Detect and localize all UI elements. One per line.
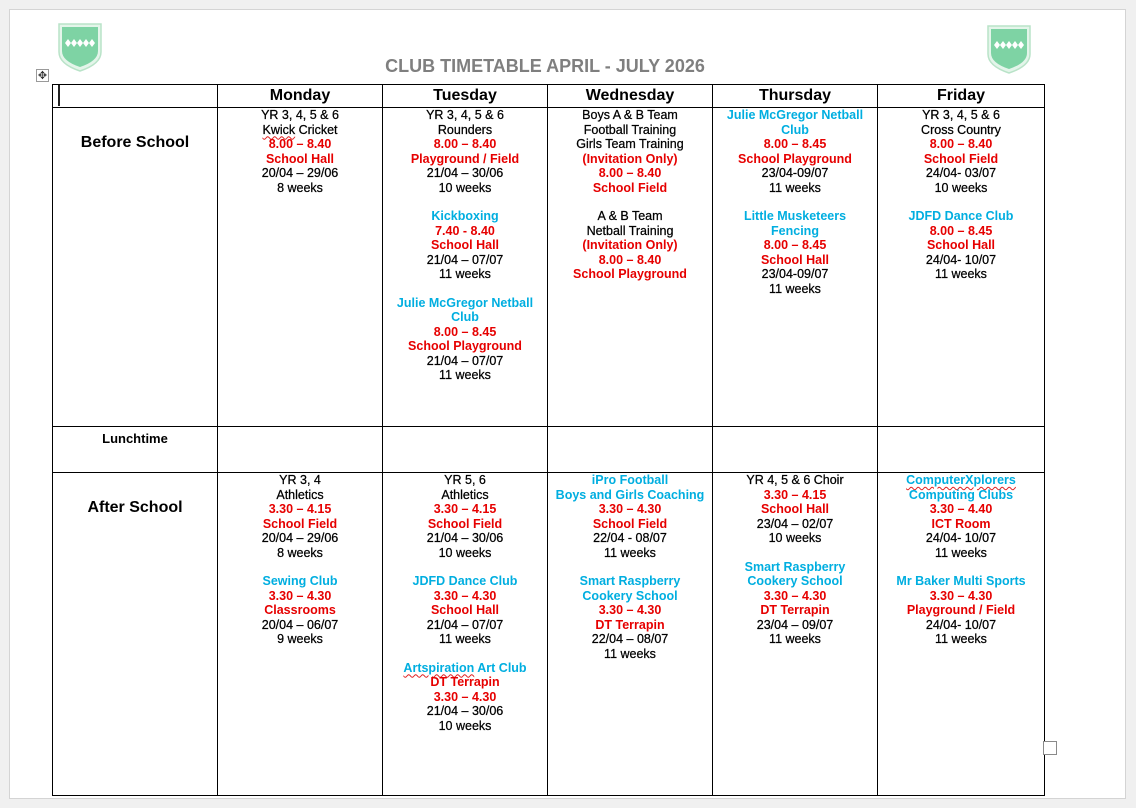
club-entry <box>878 574 1044 647</box>
club-entry-line: 8.00 – 8.45 <box>929 223 993 238</box>
club-entry-line: 20/04 – 29/06 <box>261 166 339 180</box>
club-entry-line: Classrooms <box>264 603 336 617</box>
club-entry-line: Club <box>451 310 479 324</box>
club-entry-line: 11 weeks <box>769 281 821 296</box>
timetable-cell <box>383 473 548 796</box>
club-entry-line: 10 weeks <box>934 180 988 195</box>
timetable-cell <box>878 108 1045 427</box>
club-entry-line: 11 weeks <box>769 632 821 646</box>
club-entry-line: 11 weeks <box>439 632 491 646</box>
row-label: After School <box>53 473 218 796</box>
club-timetable-table <box>52 84 1045 796</box>
club-entry-line: 11 weeks <box>935 267 987 281</box>
table-resize-handle[interactable] <box>1043 741 1057 755</box>
club-entry-line: Football Training <box>583 122 677 137</box>
day-header: Tuesday <box>383 85 548 108</box>
club-entry-line: 21/04 – 30/06 <box>426 531 504 545</box>
club-entry-line: 21/04 – 30/06 <box>426 166 504 180</box>
club-entry-line: 3.30 – 4.30 <box>433 689 497 704</box>
club-entry-line: 11 weeks <box>769 180 821 195</box>
club-entry-line: 24/04- 10/07 <box>925 252 997 267</box>
club-entry <box>878 108 1044 195</box>
timetable-cell <box>218 427 383 473</box>
club-entry-line: JDFD Dance Club <box>412 574 518 588</box>
club-entry-line: 8.00 – 8.45 <box>763 238 827 252</box>
after-school-row <box>53 473 1045 796</box>
club-entry <box>383 661 547 734</box>
club-entry-line: School Playground <box>738 151 852 166</box>
timetable-cell <box>713 108 878 427</box>
club-entry-line: School Field <box>592 516 668 531</box>
club-entry-line: Smart Raspberry <box>579 574 681 588</box>
club-entry-line: DT Terrapin <box>760 603 830 617</box>
club-entry-line: Computing Clubs <box>908 487 1014 502</box>
club-entry-line: 22/04 - 08/07 <box>593 531 667 545</box>
club-entry-line: 8.00 – 8.40 <box>598 252 662 267</box>
club-entry-line: 8.00 – 8.45 <box>433 324 497 339</box>
club-entry-line: 22/04 – 08/07 <box>591 632 669 646</box>
day-header: Monday <box>218 85 383 108</box>
club-entry-line: School Hall <box>430 238 500 252</box>
club-entry-line: ICT Room <box>931 516 991 531</box>
club-entry-line: 8.00 – 8.40 <box>268 137 332 151</box>
club-entry-line: 8 weeks <box>277 180 323 195</box>
club-entry-line: 20/04 – 06/07 <box>261 617 339 632</box>
day-header: Wednesday <box>548 85 713 108</box>
page-title: CLUB TIMETABLE APRIL - JULY 2026 <box>385 56 705 76</box>
club-entry-line: Artspiration Art Club <box>403 660 527 675</box>
club-entry-line: Playground / Field <box>906 603 1016 617</box>
club-entry-line: Boys and Girls Coaching <box>555 487 705 502</box>
club-entry-line: 10 weeks <box>438 180 492 195</box>
club-entry-line: School Playground <box>408 339 522 353</box>
club-entry-line: 21/04 – 30/06 <box>426 704 504 718</box>
club-entry-line: Playground / Field <box>410 151 520 166</box>
club-entry-line: 24/04- 03/07 <box>925 166 997 180</box>
club-entry-line: Boys A & B Team <box>582 108 678 122</box>
club-entry-line: YR 3, 4 <box>279 473 321 487</box>
day-header: Friday <box>878 85 1045 108</box>
club-entry <box>548 574 712 661</box>
club-entry <box>548 209 712 282</box>
club-entry-line: 11 weeks <box>439 368 491 382</box>
club-entry-line: Cross Country <box>921 122 1001 137</box>
club-entry-line: 8 weeks <box>277 545 323 560</box>
club-entry-line: 23/04-09/07 <box>761 267 829 281</box>
club-entry-line: Kickboxing <box>431 209 499 223</box>
club-entry-line: 8.00 – 8.45 <box>763 137 827 151</box>
club-entry-line: iPro Football <box>591 473 669 487</box>
club-entry-line: School Field <box>427 516 503 531</box>
club-entry-line: 11 weeks <box>439 267 491 281</box>
club-entry-line: 23/04 – 09/07 <box>756 617 834 632</box>
club-entry <box>548 473 712 560</box>
club-entry <box>548 108 712 195</box>
lunchtime-row <box>53 427 1045 473</box>
club-entry-line: Julie McGregor Netball <box>726 108 864 122</box>
club-entry-line: 8.00 – 8.40 <box>929 137 993 151</box>
club-entry-line: 23/04-09/07 <box>761 166 829 180</box>
club-entry-line: JDFD Dance Club <box>908 209 1014 223</box>
club-entry-line: 21/04 – 07/07 <box>426 353 504 368</box>
club-entry-line: Fencing <box>771 223 819 238</box>
timetable-cell <box>548 108 713 427</box>
club-entry-line: Cookery School <box>747 574 843 588</box>
club-entry-line: 8.00 – 8.40 <box>433 137 497 151</box>
club-entry-line: 10 weeks <box>438 545 492 560</box>
club-entry-line: 3.30 – 4.15 <box>268 502 332 516</box>
club-entry-line: Athletics <box>441 487 489 502</box>
club-entry <box>713 560 877 647</box>
club-entry-line: 11 weeks <box>604 646 656 661</box>
club-entry-line: 11 weeks <box>935 545 987 560</box>
row-label: Before School <box>53 108 218 427</box>
timetable-cell <box>713 427 878 473</box>
timetable-cell <box>218 108 383 427</box>
club-entry-line: 21/04 – 07/07 <box>426 617 504 632</box>
club-entry-line: 3.30 – 4.30 <box>763 588 827 603</box>
club-entry <box>218 574 382 647</box>
club-entry-line: Girls Team Training <box>576 137 684 151</box>
timetable-cell <box>383 427 548 473</box>
club-entry <box>383 296 547 383</box>
club-entry <box>218 108 382 195</box>
club-entry-line: 10 weeks <box>768 531 822 545</box>
club-entry-line: Smart Raspberry <box>744 559 846 574</box>
club-entry-line: Rounders <box>437 122 493 137</box>
club-entry-line: 10 weeks <box>438 718 492 733</box>
club-entry-line: 24/04- 10/07 <box>925 531 997 545</box>
timetable-cell <box>548 427 713 473</box>
club-entry-line: YR 3, 4, 5 & 6 <box>261 108 339 122</box>
club-entry-line: (Invitation Only) <box>582 151 678 166</box>
club-entry-line: 24/04- 10/07 <box>925 617 997 632</box>
club-entry-line: ComputerXplorers <box>906 473 1016 487</box>
club-entry-line: Netball Training <box>586 223 674 238</box>
club-entry-line: Kwick Cricket <box>262 122 338 137</box>
club-entry-line: Club <box>781 122 809 137</box>
club-entry-line: School Hall <box>430 603 500 617</box>
club-entry <box>383 209 547 282</box>
club-entry-line: School Field <box>262 516 338 531</box>
club-entry-line: 3.30 – 4.30 <box>598 502 662 516</box>
row-label: Lunchtime <box>53 427 218 473</box>
timetable-cell <box>713 473 878 796</box>
timetable-cell <box>218 473 383 796</box>
table-move-handle-icon[interactable]: ✥ <box>37 70 48 82</box>
club-entry <box>713 473 877 546</box>
club-entry-line: Athletics <box>276 487 324 502</box>
club-entry-line: 21/04 – 07/07 <box>426 252 504 267</box>
club-entry-line: 7.40 - 8.40 <box>435 223 495 238</box>
before-school-row <box>53 108 1045 427</box>
club-entry-line: A & B Team <box>597 209 663 223</box>
club-entry-line: 23/04 – 02/07 <box>756 516 834 531</box>
club-entry-line: School Hall <box>760 502 830 516</box>
club-entry-line: 3.30 – 4.40 <box>929 502 993 516</box>
club-entry-line: School Hall <box>760 252 830 267</box>
club-entry-line: YR 3, 4, 5 & 6 <box>922 108 1000 122</box>
club-entry-line: 3.30 – 4.30 <box>598 603 662 617</box>
club-entry-line: 3.30 – 4.30 <box>268 588 332 603</box>
header-row <box>53 85 1045 108</box>
day-header: Thursday <box>713 85 878 108</box>
timetable-cell <box>383 108 548 427</box>
timetable-cell <box>878 427 1045 473</box>
club-entry <box>713 108 877 195</box>
corner-cell <box>53 85 218 108</box>
club-entry-line: School Field <box>592 180 668 195</box>
club-entry <box>218 473 382 560</box>
club-entry-line: Cookery School <box>582 588 678 603</box>
club-entry-line: Julie McGregor Netball <box>396 295 534 310</box>
club-entry-line: School Hall <box>265 151 335 166</box>
club-entry-line: 3.30 – 4.15 <box>433 502 497 516</box>
club-entry-line: 3.30 – 4.15 <box>763 487 827 502</box>
club-entry-line: 11 weeks <box>604 545 656 560</box>
club-entry-line: YR 4, 5 & 6 Choir <box>746 473 844 487</box>
club-entry <box>383 108 547 195</box>
club-entry <box>878 209 1044 282</box>
club-entry-line: 8.00 – 8.40 <box>598 166 662 180</box>
club-entry-line: 11 weeks <box>935 632 987 646</box>
club-entry-line: School Hall <box>926 238 996 252</box>
club-entry-line: DT Terrapin <box>595 617 665 632</box>
club-entry-line: DT Terrapin <box>430 675 500 689</box>
club-entry-line: Mr Baker Multi Sports <box>896 574 1026 588</box>
club-entry-line: Little Musketeers <box>743 209 847 223</box>
club-entry-line: 9 weeks <box>277 632 323 646</box>
club-entry-line: (Invitation Only) <box>582 238 678 252</box>
club-entry-line: 3.30 – 4.30 <box>929 588 993 603</box>
club-entry <box>878 473 1044 560</box>
timetable-cell <box>878 473 1045 796</box>
club-entry-line: YR 3, 4, 5 & 6 <box>426 108 504 122</box>
club-entry-line: School Field <box>923 151 999 166</box>
club-entry-line: Sewing Club <box>262 574 338 588</box>
timetable-cell <box>548 473 713 796</box>
club-entry-line: School Playground <box>573 267 687 281</box>
club-entry <box>383 574 547 647</box>
club-entry-line: 20/04 – 29/06 <box>261 531 339 545</box>
club-entry <box>713 209 877 296</box>
club-entry-line: YR 5, 6 <box>444 473 486 487</box>
club-entry-line: 3.30 – 4.30 <box>433 588 497 603</box>
club-entry <box>383 473 547 560</box>
